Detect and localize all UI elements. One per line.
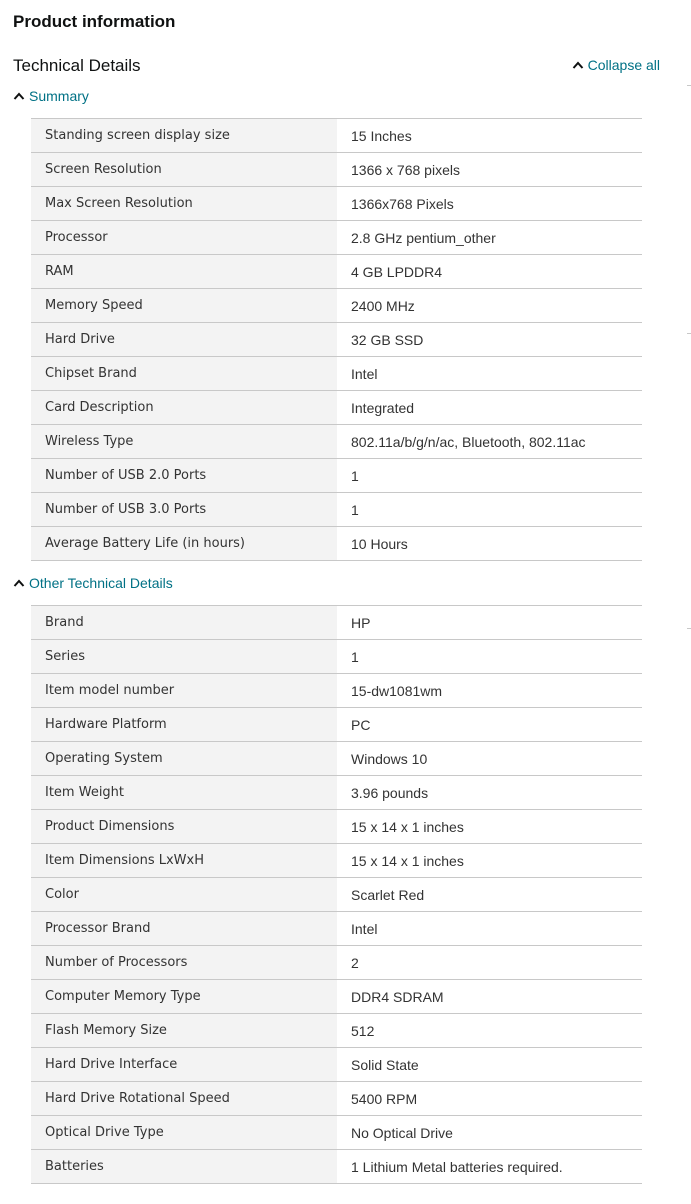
table-row <box>31 912 642 946</box>
table-row <box>31 323 642 357</box>
table-row <box>31 878 642 912</box>
spec-value-cell: DDR4 SDRAM <box>337 980 642 1014</box>
spec-name-cell: Chipset Brand <box>31 357 337 391</box>
table-row <box>31 776 642 810</box>
table-row <box>31 425 642 459</box>
spec-name-cell: Screen Resolution <box>31 153 337 187</box>
other-technical-details-spec-table <box>31 605 642 1184</box>
spec-value-cell: 15 x 14 x 1 inches <box>337 844 642 878</box>
spec-value-cell: 802.11a/b/g/n/ac, Bluetooth, 802.11ac <box>337 425 642 459</box>
spec-name-cell: Standing screen display size <box>31 119 337 153</box>
other-technical-details-expander[interactable] <box>13 573 173 593</box>
table-row <box>31 674 642 708</box>
spec-value-cell: 1 <box>337 493 642 527</box>
chevron-up-icon <box>13 576 25 590</box>
spec-name-cell: Hard Drive <box>31 323 337 357</box>
spec-name-cell: Card Description <box>31 391 337 425</box>
spec-value-cell: 3.96 pounds <box>337 776 642 810</box>
table-row <box>31 980 642 1014</box>
spec-value-cell: 5400 RPM <box>337 1082 642 1116</box>
chevron-up-icon <box>13 89 25 103</box>
spec-value-cell: Windows 10 <box>337 742 642 776</box>
spec-name-cell: Operating System <box>31 742 337 776</box>
edge-divider <box>687 85 691 86</box>
spec-name-cell: Brand <box>31 606 337 640</box>
spec-name-cell: Hard Drive Interface <box>31 1048 337 1082</box>
spec-value-cell: 15 Inches <box>337 119 642 153</box>
spec-name-cell: Item Weight <box>31 776 337 810</box>
table-row <box>31 289 642 323</box>
table-row <box>31 810 642 844</box>
spec-name-cell: Hardware Platform <box>31 708 337 742</box>
spec-name-cell: Memory Speed <box>31 289 337 323</box>
spec-name-cell: Average Battery Life (in hours) <box>31 527 337 561</box>
spec-value-cell: 1 <box>337 459 642 493</box>
table-row <box>31 844 642 878</box>
spec-value-cell: 1366 x 768 pixels <box>337 153 642 187</box>
spec-value-cell: 1 <box>337 640 642 674</box>
spec-name-cell: Number of Processors <box>31 946 337 980</box>
section-title-technical-details: Technical Details <box>13 56 141 75</box>
summary-expander-label[interactable]: Summary <box>29 88 89 104</box>
chevron-up-icon <box>572 58 584 72</box>
other-technical-details-expander-label[interactable]: Other Technical Details <box>29 575 173 591</box>
spec-name-cell: Optical Drive Type <box>31 1116 337 1150</box>
table-row <box>31 187 642 221</box>
spec-name-cell: Product Dimensions <box>31 810 337 844</box>
spec-value-cell: Solid State <box>337 1048 642 1082</box>
summary-expander[interactable] <box>13 86 89 106</box>
spec-value-cell: PC <box>337 708 642 742</box>
collapse-all-button[interactable] <box>572 55 660 75</box>
table-row <box>31 357 642 391</box>
spec-name-cell: Batteries <box>31 1150 337 1184</box>
table-row <box>31 459 642 493</box>
spec-name-cell: Max Screen Resolution <box>31 187 337 221</box>
spec-value-cell: 15 x 14 x 1 inches <box>337 810 642 844</box>
table-row <box>31 1116 642 1150</box>
table-row <box>31 640 642 674</box>
spec-name-cell: Number of USB 3.0 Ports <box>31 493 337 527</box>
spec-value-cell: 2400 MHz <box>337 289 642 323</box>
spec-value-cell: Scarlet Red <box>337 878 642 912</box>
table-row <box>31 255 642 289</box>
spec-value-cell: 32 GB SSD <box>337 323 642 357</box>
spec-value-cell: 1 Lithium Metal batteries required. <box>337 1150 642 1184</box>
table-row <box>31 153 642 187</box>
table-row <box>31 1150 642 1184</box>
table-row <box>31 946 642 980</box>
spec-name-cell: Item model number <box>31 674 337 708</box>
spec-name-cell: Processor <box>31 221 337 255</box>
spec-value-cell: 2.8 GHz pentium_other <box>337 221 642 255</box>
spec-value-cell: 15-dw1081wm <box>337 674 642 708</box>
spec-name-cell: RAM <box>31 255 337 289</box>
edge-divider <box>687 628 691 629</box>
table-row <box>31 1014 642 1048</box>
spec-name-cell: Number of USB 2.0 Ports <box>31 459 337 493</box>
table-row <box>31 1082 642 1116</box>
spec-name-cell: Processor Brand <box>31 912 337 946</box>
spec-name-cell: Item Dimensions LxWxH <box>31 844 337 878</box>
spec-name-cell: Computer Memory Type <box>31 980 337 1014</box>
spec-value-cell: Integrated <box>337 391 642 425</box>
spec-name-cell: Color <box>31 878 337 912</box>
spec-name-cell: Series <box>31 640 337 674</box>
table-row <box>31 742 642 776</box>
spec-value-cell: 1366x768 Pixels <box>337 187 642 221</box>
spec-name-cell: Hard Drive Rotational Speed <box>31 1082 337 1116</box>
table-row <box>31 527 642 561</box>
table-row <box>31 221 642 255</box>
spec-name-cell: Flash Memory Size <box>31 1014 337 1048</box>
spec-name-cell: Wireless Type <box>31 425 337 459</box>
spec-value-cell: Intel <box>337 912 642 946</box>
summary-spec-table <box>31 118 642 561</box>
table-row <box>31 391 642 425</box>
spec-value-cell: 512 <box>337 1014 642 1048</box>
spec-value-cell: No Optical Drive <box>337 1116 642 1150</box>
spec-value-cell: 4 GB LPDDR4 <box>337 255 642 289</box>
collapse-all-label[interactable]: Collapse all <box>587 57 660 73</box>
table-row <box>31 1048 642 1082</box>
edge-divider <box>687 333 691 334</box>
spec-value-cell: 10 Hours <box>337 527 642 561</box>
spec-value-cell: Intel <box>337 357 642 391</box>
spec-value-cell: 2 <box>337 946 642 980</box>
spec-value-cell: HP <box>337 606 642 640</box>
table-row <box>31 708 642 742</box>
table-row <box>31 493 642 527</box>
table-row <box>31 119 642 153</box>
table-row <box>31 606 642 640</box>
page-title: Product information <box>13 12 176 31</box>
